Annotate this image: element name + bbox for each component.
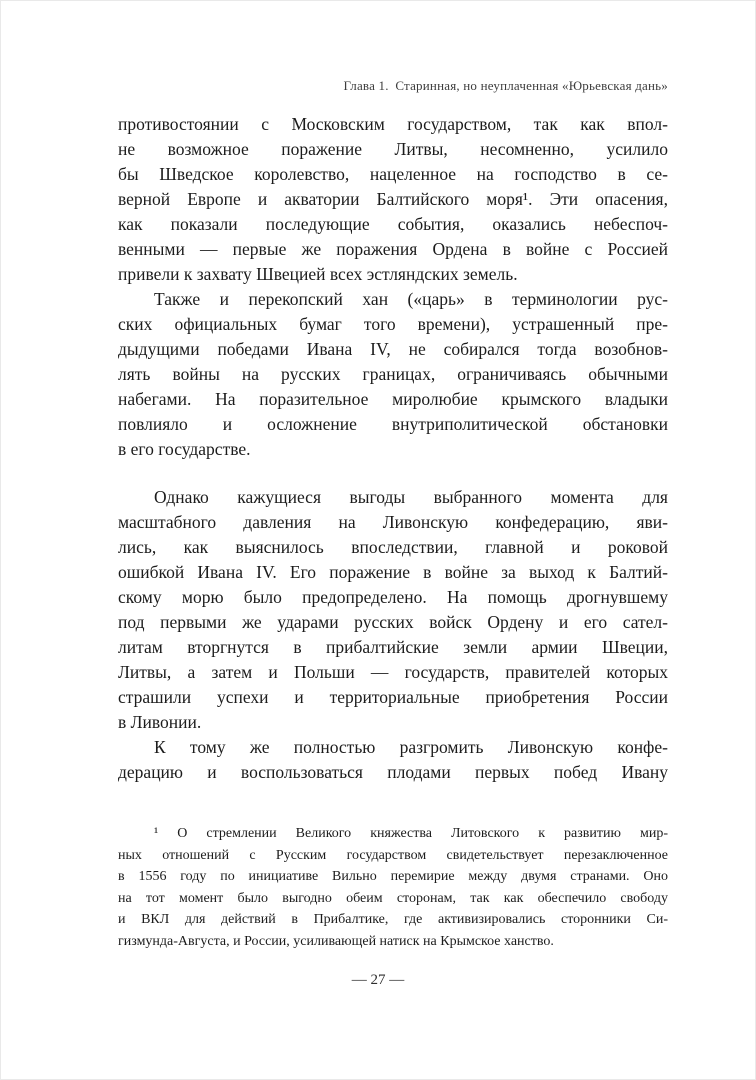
text-line: в его государстве. — [118, 439, 251, 459]
text-line: ошибкой Ивана IV. Его поражение в войне за выход к Балтий- — [118, 562, 668, 582]
page-number: — 27 — — [351, 972, 405, 988]
text-line: К тому же полностью разгромить Ливонскую конфе- — [154, 737, 668, 757]
text-block — [118, 78, 668, 952]
text-line: масштабного давления на Ливонскую конфедерацию, яви- — [118, 512, 668, 532]
body-text — [118, 112, 668, 785]
text-line: повлияло и осложнение внутриполитической обстановки — [118, 414, 668, 434]
footnote-line: и ВКЛ для действий в Прибалтике, где активизировались сторонники Си- — [118, 912, 668, 927]
text-line: дерацию и воспользоваться плодами первых побед Ивану — [118, 762, 668, 782]
footnote-line: на тот момент было выгодно обеим сторонам, так как обеспечило свободу — [118, 890, 668, 906]
text-line: бы Шведское королевство, нацеленное на господство в се- — [118, 164, 668, 184]
text-line: дыдущими победами Ивана IV, не собирался тогда возобнов- — [118, 339, 668, 359]
paragraph — [118, 287, 668, 462]
footnote-line: ¹ О стремлении Великого княжества Литовского к развитию мир- — [154, 826, 668, 841]
footnote-line: гизмунда-Августа, и России, усиливающей натиск на Крымское ханство. — [118, 933, 554, 949]
text-line: литам вторгнутся в прибалтийские земли армии Швеции, — [118, 637, 668, 657]
text-line: ских официальных бумаг того времени), устрашенный пре- — [118, 314, 668, 334]
text-line: под первыми же ударами русских войск Ордену и его сател- — [118, 612, 668, 632]
paragraph — [118, 112, 668, 287]
text-line: лять войны на русских границах, ограничиваясь обычными — [118, 364, 668, 384]
paragraph — [118, 485, 668, 735]
text-line: противостоянии с Московским государством, так как впол- — [118, 114, 668, 134]
text-line: Однако кажущиеся выгоды выбранного момента для — [154, 487, 668, 507]
text-line: как показали последующие события, оказались небеспоч- — [118, 214, 668, 234]
text-line: в Ливонии. — [118, 712, 202, 732]
text-line: скому морю было предопределено. На помощь дрогнувшему — [118, 587, 668, 607]
text-line: Литвы, а затем и Польши — государств, правителей которых — [118, 662, 668, 682]
text-line: привели к захвату Швецией всех эстляндских земель. — [118, 264, 518, 284]
footnote-line: в 1556 году по инициативе Вильно перемирие между двумя странами. Оно — [118, 869, 668, 884]
text-line: венными — первые же поражения Ордена в войне с Россией — [118, 239, 668, 259]
footnote-line: ных отношений с Русским государством свидетельствует перезаключенное — [118, 847, 668, 863]
chapter-running-head: Глава 1. Старинная, но неуплаченная «Юрьевская дань» — [343, 78, 668, 93]
text-line: верной Европе и акватории Балтийского моря¹. Эти опасения, — [118, 189, 668, 209]
text-line: не возможное поражение Литвы, несомненно, усилило — [118, 139, 668, 159]
footnote — [118, 823, 668, 952]
text-line: страшили успехи и территориальные приобретения России — [118, 687, 668, 707]
text-line: набегами. На поразительное миролюбие крымского владыки — [118, 389, 668, 409]
paragraph — [118, 735, 668, 785]
text-line: лись, как выяснилось впоследствии, главной и роковой — [118, 537, 668, 557]
text-line: Также и перекопский хан («царь» в терминологии рус- — [154, 289, 668, 309]
